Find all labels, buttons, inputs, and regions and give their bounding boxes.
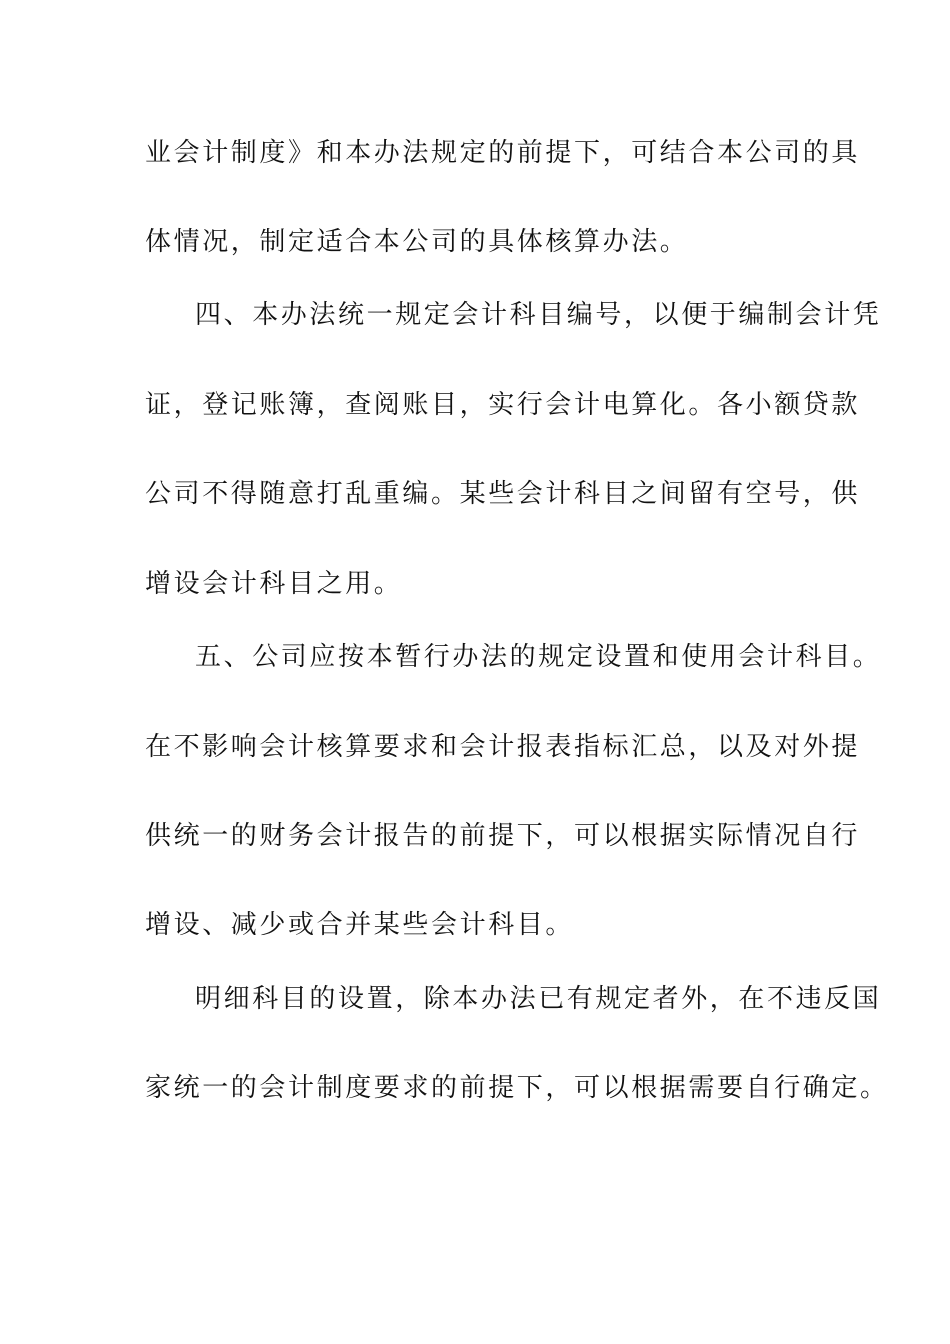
text-line: 增设、减少或合并某些会计科目。	[145, 910, 575, 940]
text-line: 公司不得随意打乱重编。某些会计科目之间留有空号，供	[145, 479, 861, 509]
paragraph-start-line: 明细科目的设置，除本办法已有规定者外，在不违反国	[195, 984, 882, 1014]
text-line: 家统一的会计制度要求的前提下，可以根据需要自行确定。	[145, 1073, 889, 1103]
text-line: 增设会计科目之用。	[145, 569, 403, 599]
text-line: 体情况，制定适合本公司的具体核算办法。	[145, 227, 689, 257]
paragraph-start-line: 五、公司应按本暂行办法的规定设置和使用会计科目。	[195, 642, 882, 672]
text-line: 在不影响会计核算要求和会计报表指标汇总，以及对外提	[145, 732, 861, 762]
text-line: 证，登记账簿，查阅账目，实行会计电算化。各小额贷款	[145, 390, 861, 420]
text-line: 业会计制度》和本办法规定的前提下，可结合本公司的具	[145, 138, 861, 168]
text-line: 供统一的财务会计报告的前提下，可以根据实际情况自行	[145, 821, 861, 851]
paragraph-start-line: 四、本办法统一规定会计科目编号，以便于编制会计凭	[195, 300, 882, 330]
